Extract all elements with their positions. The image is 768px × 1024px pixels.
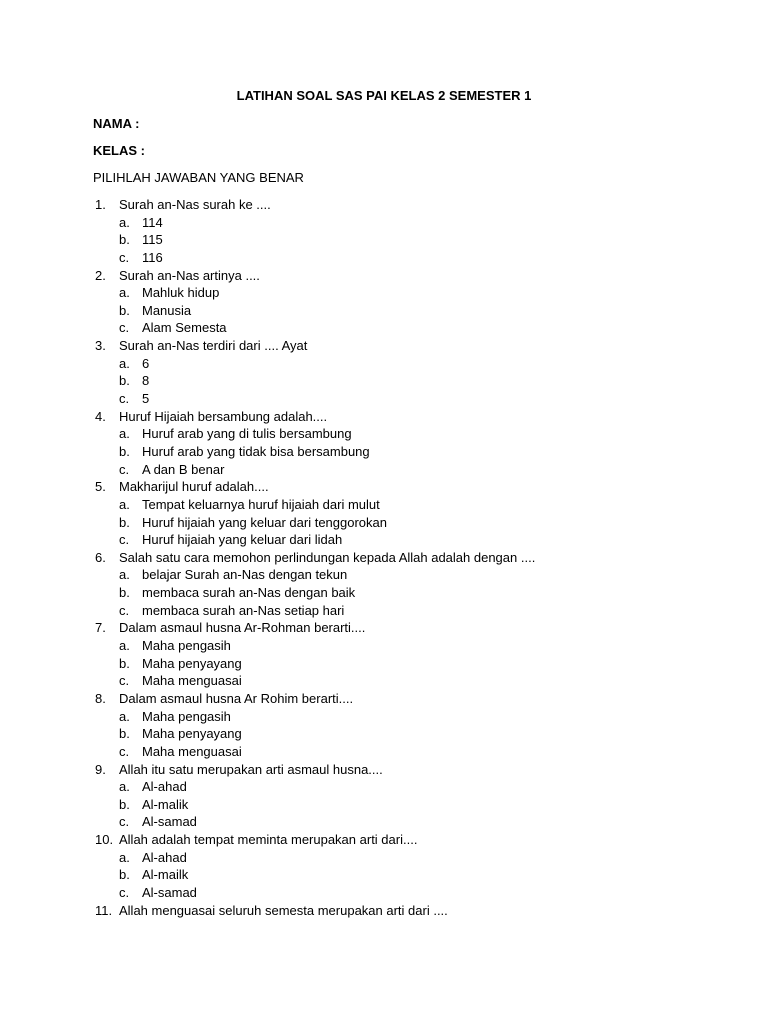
option-text: Maha menguasai xyxy=(142,673,242,689)
option-letter: a. xyxy=(119,638,130,654)
option-text: Manusia xyxy=(142,302,192,318)
answer-option xyxy=(93,743,693,761)
option-letter: c. xyxy=(119,884,130,900)
answer-option xyxy=(93,637,693,655)
answer-option xyxy=(93,443,693,461)
answer-option xyxy=(93,796,693,814)
option-letter: b. xyxy=(119,443,130,459)
answer-option xyxy=(93,514,693,532)
question-text: Makharijul huruf adalah.... xyxy=(119,479,269,495)
question-text: Salah satu cara memohon perlindungan kepada Allah adalah dengan .... xyxy=(119,549,536,565)
question-number: 1. xyxy=(95,197,106,212)
option-text: Al-samad xyxy=(142,814,197,830)
question-number: 5. xyxy=(95,479,106,495)
question-item xyxy=(93,408,693,426)
question-item xyxy=(93,267,693,285)
answer-option xyxy=(93,849,693,867)
question-item xyxy=(93,831,693,849)
option-text: Alam Semesta xyxy=(142,320,227,336)
option-letter: b. xyxy=(119,232,130,248)
option-text: 5 xyxy=(142,391,150,407)
option-text: Mahluk hidup xyxy=(142,285,220,301)
question-text: Allah menguasai seluruh semesta merupakan arti dari .... xyxy=(119,902,448,918)
question-item xyxy=(93,337,693,355)
answer-option xyxy=(93,302,693,320)
option-text: Maha pengasih xyxy=(142,638,231,654)
option-letter: a. xyxy=(119,708,130,724)
answer-option xyxy=(93,284,693,302)
option-text: membaca surah an-Nas dengan baik xyxy=(142,585,356,601)
option-letter: c. xyxy=(119,249,130,265)
answer-option xyxy=(93,725,693,743)
question-text: Surah an-Nas artinya .... xyxy=(119,267,260,283)
option-letter: b. xyxy=(119,655,130,671)
option-letter: b. xyxy=(119,726,130,742)
answer-option xyxy=(93,390,693,408)
question-number: 10. xyxy=(95,832,114,848)
question-number: 3. xyxy=(95,338,106,354)
question-number: 11. xyxy=(95,902,113,918)
option-letter: b. xyxy=(119,796,130,812)
question-item xyxy=(93,478,693,496)
question-item xyxy=(93,690,693,708)
option-text: Maha pengasih xyxy=(142,708,231,724)
answer-option xyxy=(93,214,693,232)
question-number: 7. xyxy=(95,620,106,636)
option-letter: a. xyxy=(119,214,130,230)
option-letter: c. xyxy=(119,743,130,759)
answer-option xyxy=(93,566,693,584)
question-number: 8. xyxy=(95,690,106,706)
answer-option xyxy=(93,249,693,267)
answer-option xyxy=(93,672,693,690)
answer-option xyxy=(93,866,693,884)
question-list xyxy=(93,196,693,919)
option-letter: b. xyxy=(119,514,130,530)
question-text: Allah adalah tempat meminta merupakan arti dari.... xyxy=(119,832,418,848)
question-item xyxy=(93,549,693,567)
question-text: Surah an-Nas terdiri dari .... Ayat xyxy=(119,338,308,354)
option-text: A dan B benar xyxy=(142,461,225,477)
option-text: Maha menguasai xyxy=(142,743,242,759)
option-letter: a. xyxy=(119,355,130,371)
page-title: LATIHAN SOAL SAS PAI KELAS 2 SEMESTER 1 xyxy=(236,88,532,103)
question-text: Dalam asmaul husna Ar Rohim berarti.... xyxy=(119,690,354,706)
option-text: 6 xyxy=(142,355,150,371)
option-text: Maha penyayang xyxy=(142,655,242,671)
question-number: 4. xyxy=(95,408,106,424)
answer-option xyxy=(93,531,693,549)
answer-option xyxy=(93,655,693,673)
option-text: Tempat keluarnya huruf hijaiah dari mulut xyxy=(142,496,380,512)
option-text: 115 xyxy=(142,232,163,248)
option-letter: a. xyxy=(119,496,130,512)
answer-option xyxy=(93,461,693,479)
option-text: Al-ahad xyxy=(142,849,187,865)
option-text: Huruf hijaiah yang keluar dari tenggorokan xyxy=(142,514,387,530)
option-letter: b. xyxy=(119,302,130,318)
option-letter: c. xyxy=(119,673,130,689)
question-number: 9. xyxy=(95,761,106,777)
option-text: membaca surah an-Nas setiap hari xyxy=(142,602,345,618)
option-text: 114 xyxy=(142,214,163,230)
option-text: 8 xyxy=(142,373,150,389)
question-text: Surah an-Nas surah ke .... xyxy=(119,197,271,212)
option-letter: c. xyxy=(119,391,130,407)
class-field-label: KELAS : xyxy=(93,143,145,158)
answer-option xyxy=(93,231,693,249)
answer-option xyxy=(93,355,693,373)
option-letter: b. xyxy=(119,585,130,601)
answer-option xyxy=(93,778,693,796)
question-text: Allah itu satu merupakan arti asmaul husna.... xyxy=(119,761,383,777)
option-text: Al-samad xyxy=(142,884,197,900)
option-text: Al-mailk xyxy=(142,867,189,883)
answer-option xyxy=(93,884,693,902)
answer-option xyxy=(93,584,693,602)
option-text: Huruf arab yang di tulis bersambung xyxy=(142,426,352,442)
answer-option xyxy=(93,425,693,443)
option-letter: c. xyxy=(119,532,130,548)
option-text: Al-ahad xyxy=(142,779,187,795)
option-text: belajar Surah an-Nas dengan tekun xyxy=(142,567,348,583)
question-item xyxy=(93,761,693,779)
option-letter: a. xyxy=(119,779,130,795)
answer-option xyxy=(93,813,693,831)
option-text: Al-malik xyxy=(142,796,189,812)
option-letter: a. xyxy=(119,567,130,583)
question-number: 2. xyxy=(95,267,106,283)
option-text: Huruf arab yang tidak bisa bersambung xyxy=(142,443,370,459)
answer-option xyxy=(93,708,693,726)
option-letter: c. xyxy=(119,602,130,618)
option-letter: a. xyxy=(119,849,130,865)
answer-option xyxy=(93,319,693,337)
answer-option xyxy=(93,372,693,390)
option-text: Huruf hijaiah yang keluar dari lidah xyxy=(142,532,343,548)
question-item xyxy=(93,619,693,637)
option-letter: c. xyxy=(119,320,130,336)
answer-option xyxy=(93,602,693,620)
option-letter: b. xyxy=(119,373,130,389)
option-letter: a. xyxy=(119,426,130,442)
question-item xyxy=(93,902,693,920)
question-text: Huruf Hijaiah bersambung adalah.... xyxy=(119,408,328,424)
option-letter: b. xyxy=(119,867,130,883)
question-number: 6. xyxy=(95,549,106,565)
question-text: Dalam asmaul husna Ar-Rohman berarti.... xyxy=(119,620,366,636)
answer-option xyxy=(93,496,693,514)
question-item xyxy=(93,196,693,214)
name-field-label: NAMA : xyxy=(93,116,140,131)
option-letter: c. xyxy=(119,814,130,830)
instruction-text: PILIHLAH JAWABAN YANG BENAR xyxy=(93,170,304,185)
option-text: 116 xyxy=(142,249,163,265)
option-letter: c. xyxy=(119,461,130,477)
option-text: Maha penyayang xyxy=(142,726,242,742)
option-letter: a. xyxy=(119,285,130,301)
